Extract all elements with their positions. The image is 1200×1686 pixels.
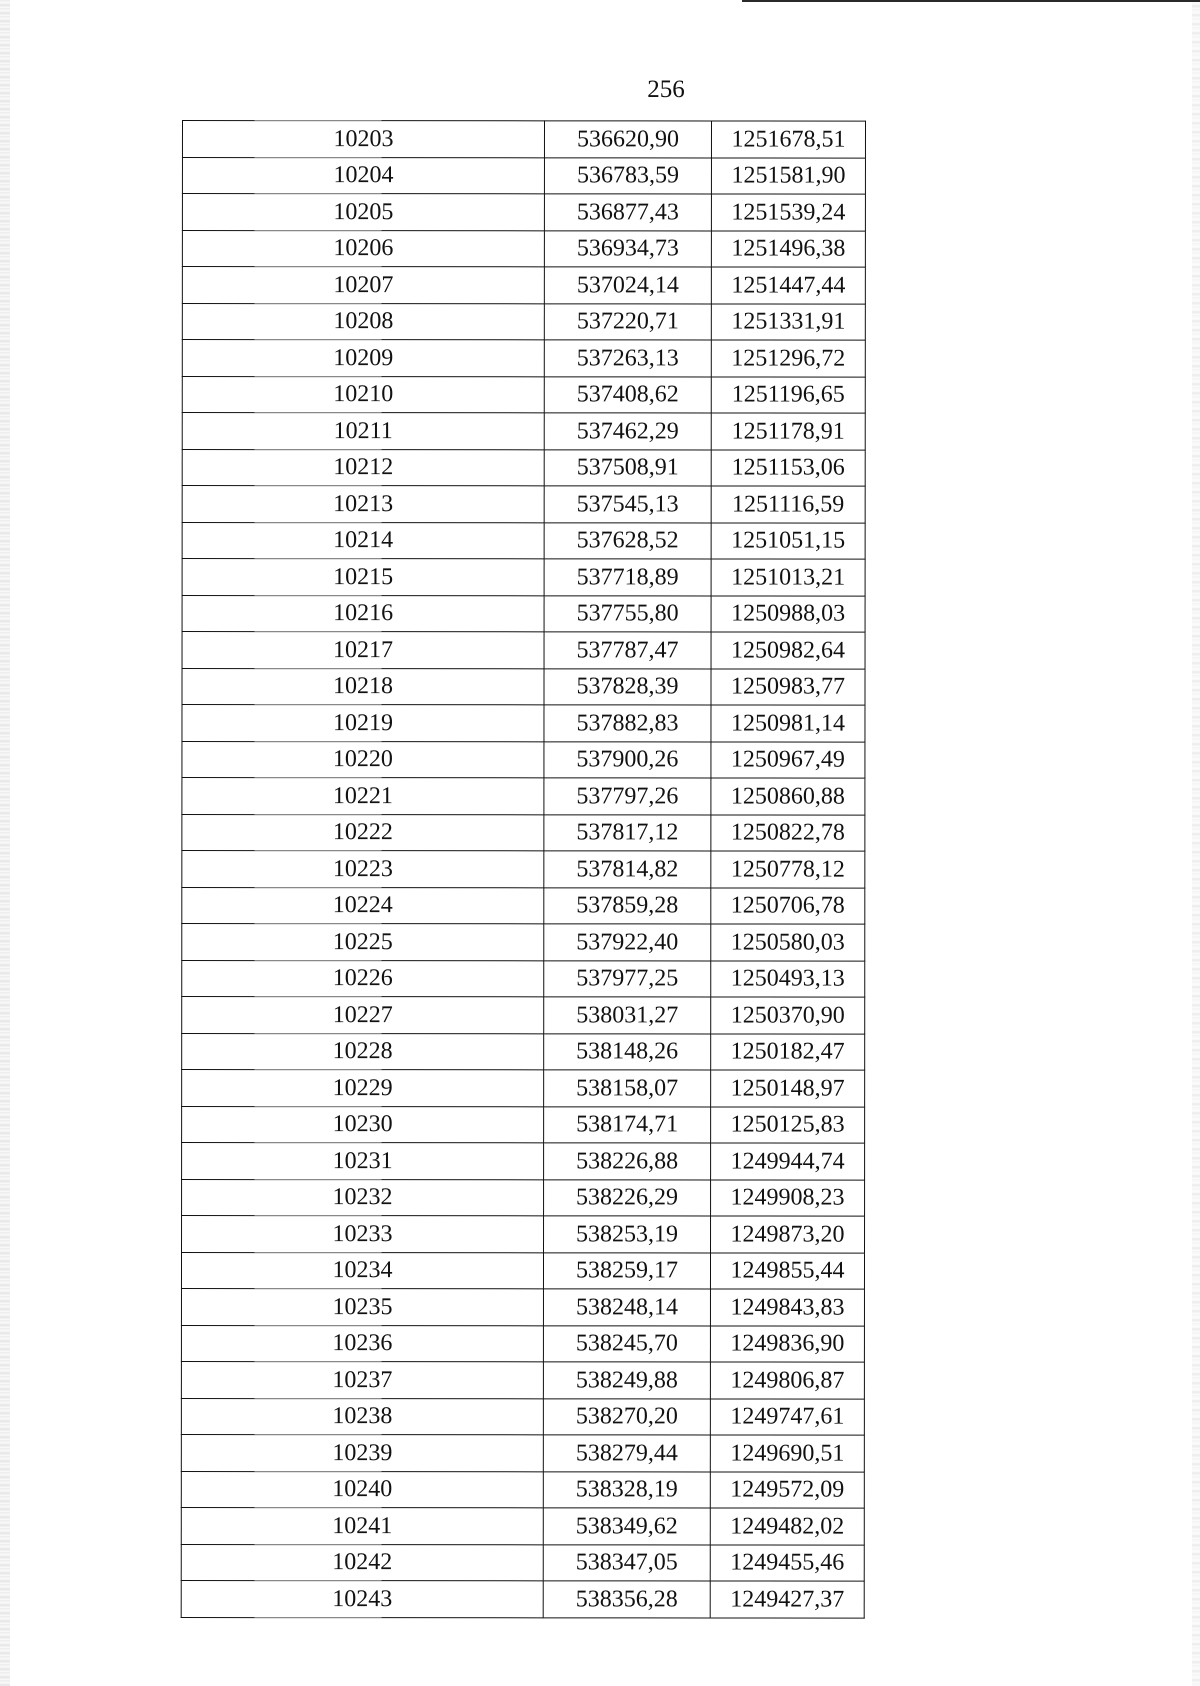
y-coordinate-cell: 1250148,97 <box>711 1070 865 1107</box>
x-coordinate-cell: 537859,28 <box>544 887 711 924</box>
x-coordinate-cell: 538031,27 <box>544 997 711 1034</box>
table-row <box>182 121 865 158</box>
point-number-cell: 10206 <box>182 230 544 267</box>
x-coordinate-cell: 538253,19 <box>544 1216 711 1253</box>
x-coordinate-cell: 537508,91 <box>544 449 711 486</box>
point-number-cell: 10240 <box>181 1471 543 1508</box>
point-number-cell: 10217 <box>182 632 544 669</box>
table-row <box>182 705 865 742</box>
y-coordinate-cell: 1250988,03 <box>711 595 865 632</box>
table-row <box>181 1289 864 1326</box>
x-coordinate-cell: 537882,83 <box>544 705 711 742</box>
y-coordinate-cell: 1249690,51 <box>710 1435 864 1472</box>
table-row <box>182 887 865 924</box>
y-coordinate-cell: 1249806,87 <box>710 1362 864 1399</box>
table-row <box>182 960 865 997</box>
x-coordinate-cell: 538226,88 <box>544 1143 711 1180</box>
point-number-cell: 10203 <box>182 121 544 158</box>
page-number: 256 <box>647 76 685 103</box>
y-coordinate-cell: 1251178,91 <box>711 413 865 450</box>
table-row <box>182 559 865 596</box>
y-coordinate-cell: 1250778,12 <box>711 851 865 888</box>
y-coordinate-cell: 1249747,61 <box>710 1398 864 1435</box>
point-number-cell: 10235 <box>181 1289 543 1326</box>
table-row <box>182 1106 865 1143</box>
x-coordinate-cell: 537718,89 <box>544 559 711 596</box>
y-coordinate-cell: 1250983,77 <box>711 668 865 705</box>
x-coordinate-cell: 537024,14 <box>544 267 711 304</box>
table-row <box>181 1325 864 1362</box>
x-coordinate-cell: 538148,26 <box>544 1033 711 1070</box>
y-coordinate-cell: 1251196,65 <box>711 376 865 413</box>
table-row <box>182 194 865 231</box>
x-coordinate-cell: 536877,43 <box>544 194 711 231</box>
y-coordinate-cell: 1251581,90 <box>711 157 865 194</box>
point-number-cell: 10232 <box>182 1179 544 1216</box>
point-number-cell: 10210 <box>182 376 544 413</box>
y-coordinate-cell: 1250822,78 <box>711 814 865 851</box>
x-coordinate-cell: 538356,28 <box>543 1581 710 1618</box>
table-row <box>181 1362 864 1399</box>
x-coordinate-cell: 537755,80 <box>544 595 711 632</box>
table-row <box>182 376 865 413</box>
y-coordinate-cell: 1249843,83 <box>710 1289 864 1326</box>
point-number-cell: 10237 <box>181 1362 543 1399</box>
x-coordinate-cell: 538259,17 <box>543 1252 710 1289</box>
x-coordinate-cell: 536783,59 <box>544 157 711 194</box>
y-coordinate-cell: 1251678,51 <box>711 121 865 158</box>
point-number-cell: 10207 <box>182 267 544 304</box>
table-row <box>182 449 865 486</box>
table-row <box>182 340 865 377</box>
x-coordinate-cell: 538249,88 <box>543 1362 710 1399</box>
y-coordinate-cell: 1251116,59 <box>711 486 865 523</box>
x-coordinate-cell: 537817,12 <box>544 814 711 851</box>
point-number-cell: 10228 <box>182 1033 544 1070</box>
point-number-cell: 10216 <box>182 595 544 632</box>
y-coordinate-cell: 1251296,72 <box>711 340 865 377</box>
point-number-cell: 10214 <box>182 522 544 559</box>
table-row <box>182 157 865 194</box>
point-number-cell: 10208 <box>182 303 544 340</box>
point-number-cell: 10211 <box>182 413 544 450</box>
point-number-cell: 10209 <box>182 340 544 377</box>
x-coordinate-cell: 538349,62 <box>543 1508 710 1545</box>
x-coordinate-cell: 537263,13 <box>544 340 711 377</box>
table-row <box>182 1216 865 1253</box>
x-coordinate-cell: 536620,90 <box>544 121 711 158</box>
y-coordinate-cell: 1251447,44 <box>711 267 865 304</box>
point-number-cell: 10230 <box>182 1106 544 1143</box>
x-coordinate-cell: 537814,82 <box>544 851 711 888</box>
table-row <box>181 1544 864 1581</box>
y-coordinate-cell: 1250125,83 <box>711 1106 865 1143</box>
y-coordinate-cell: 1249908,23 <box>711 1179 865 1216</box>
x-coordinate-cell: 537787,47 <box>544 632 711 669</box>
x-coordinate-cell: 538174,71 <box>544 1106 711 1143</box>
table-row <box>182 668 865 705</box>
y-coordinate-cell: 1250981,14 <box>711 705 865 742</box>
point-number-cell: 10227 <box>182 997 544 1034</box>
table-row <box>182 851 865 888</box>
table-row <box>182 1070 865 1107</box>
scan-edge-left <box>0 0 10 1686</box>
point-number-cell: 10229 <box>182 1070 544 1107</box>
y-coordinate-cell: 1251496,38 <box>711 230 865 267</box>
y-coordinate-cell: 1249944,74 <box>711 1143 865 1180</box>
x-coordinate-cell: 537828,39 <box>544 668 711 705</box>
point-number-cell: 10222 <box>182 814 544 851</box>
y-coordinate-cell: 1251539,24 <box>711 194 865 231</box>
table-row <box>182 486 865 523</box>
x-coordinate-cell: 538270,20 <box>543 1398 710 1435</box>
table-row <box>182 924 865 961</box>
y-coordinate-cell: 1250706,78 <box>711 887 865 924</box>
table-row <box>181 1580 864 1617</box>
x-coordinate-cell: 537408,62 <box>544 376 711 413</box>
table-row <box>182 522 865 559</box>
y-coordinate-cell: 1249572,09 <box>710 1471 864 1508</box>
table-row <box>182 1143 865 1180</box>
y-coordinate-cell: 1250182,47 <box>711 1033 865 1070</box>
y-coordinate-cell: 1249455,46 <box>710 1544 864 1581</box>
y-coordinate-cell: 1250580,03 <box>711 924 865 961</box>
x-coordinate-cell: 538279,44 <box>543 1435 710 1472</box>
point-number-cell: 10220 <box>182 741 544 778</box>
point-number-cell: 10218 <box>182 668 544 705</box>
y-coordinate-cell: 1250370,90 <box>711 997 865 1034</box>
x-coordinate-cell: 537462,29 <box>544 413 711 450</box>
table-row <box>181 1434 864 1471</box>
table-row <box>182 267 865 304</box>
table-row <box>182 413 865 450</box>
scan-top-rule <box>742 0 1200 2</box>
y-coordinate-cell: 1251051,15 <box>711 522 865 559</box>
table-row <box>182 997 865 1034</box>
point-number-cell: 10238 <box>181 1398 543 1435</box>
y-coordinate-cell: 1249482,02 <box>710 1508 864 1545</box>
table-row <box>182 230 865 267</box>
x-coordinate-cell: 537220,71 <box>544 303 711 340</box>
table-row <box>181 1471 864 1508</box>
x-coordinate-cell: 538158,07 <box>544 1070 711 1107</box>
y-coordinate-cell: 1251331,91 <box>711 303 865 340</box>
coordinates-table-body <box>181 121 865 1618</box>
point-number-cell: 10212 <box>182 449 544 486</box>
point-number-cell: 10242 <box>181 1544 543 1581</box>
point-number-cell: 10233 <box>182 1216 544 1253</box>
point-number-cell: 10204 <box>182 157 544 194</box>
point-number-cell: 10243 <box>181 1580 543 1617</box>
scan-edge-right <box>1192 0 1200 1686</box>
point-number-cell: 10234 <box>181 1252 543 1289</box>
table-row <box>182 814 865 851</box>
table-row <box>182 741 865 778</box>
table-row <box>182 595 865 632</box>
table-row <box>182 1033 865 1070</box>
y-coordinate-cell: 1251153,06 <box>711 449 865 486</box>
table-row <box>182 1179 865 1216</box>
y-coordinate-cell: 1249427,37 <box>710 1581 864 1618</box>
y-coordinate-cell: 1249855,44 <box>710 1252 864 1289</box>
x-coordinate-cell: 538347,05 <box>543 1544 710 1581</box>
point-number-cell: 10215 <box>182 559 544 596</box>
point-number-cell: 10224 <box>182 887 544 924</box>
x-coordinate-cell: 537628,52 <box>544 522 711 559</box>
x-coordinate-cell: 537900,26 <box>544 741 711 778</box>
table-row <box>181 1252 864 1289</box>
x-coordinate-cell: 538328,19 <box>543 1471 710 1508</box>
y-coordinate-cell: 1250967,49 <box>711 741 865 778</box>
point-number-cell: 10239 <box>181 1434 543 1471</box>
point-number-cell: 10236 <box>181 1325 543 1362</box>
x-coordinate-cell: 536934,73 <box>544 230 711 267</box>
point-number-cell: 10205 <box>182 194 544 231</box>
coordinates-table <box>181 120 866 1618</box>
point-number-cell: 10223 <box>182 851 544 888</box>
x-coordinate-cell: 537797,26 <box>544 778 711 815</box>
x-coordinate-cell: 537545,13 <box>544 486 711 523</box>
point-number-cell: 10221 <box>182 778 544 815</box>
point-number-cell: 10241 <box>181 1507 543 1544</box>
y-coordinate-cell: 1249873,20 <box>711 1216 865 1253</box>
x-coordinate-cell: 537977,25 <box>544 960 711 997</box>
table-row <box>182 632 865 669</box>
point-number-cell: 10231 <box>182 1143 544 1180</box>
y-coordinate-cell: 1251013,21 <box>711 559 865 596</box>
table-row <box>182 303 865 340</box>
table-row <box>182 778 865 815</box>
x-coordinate-cell: 538245,70 <box>543 1325 710 1362</box>
y-coordinate-cell: 1250493,13 <box>711 960 865 997</box>
point-number-cell: 10226 <box>182 960 544 997</box>
point-number-cell: 10213 <box>182 486 544 523</box>
x-coordinate-cell: 538248,14 <box>543 1289 710 1326</box>
point-number-cell: 10219 <box>182 705 544 742</box>
y-coordinate-cell: 1250860,88 <box>711 778 865 815</box>
table-row <box>181 1507 864 1544</box>
x-coordinate-cell: 537922,40 <box>544 924 711 961</box>
y-coordinate-cell: 1250982,64 <box>711 632 865 669</box>
y-coordinate-cell: 1249836,90 <box>710 1325 864 1362</box>
point-number-cell: 10225 <box>182 924 544 961</box>
x-coordinate-cell: 538226,29 <box>544 1179 711 1216</box>
table-row <box>181 1398 864 1435</box>
